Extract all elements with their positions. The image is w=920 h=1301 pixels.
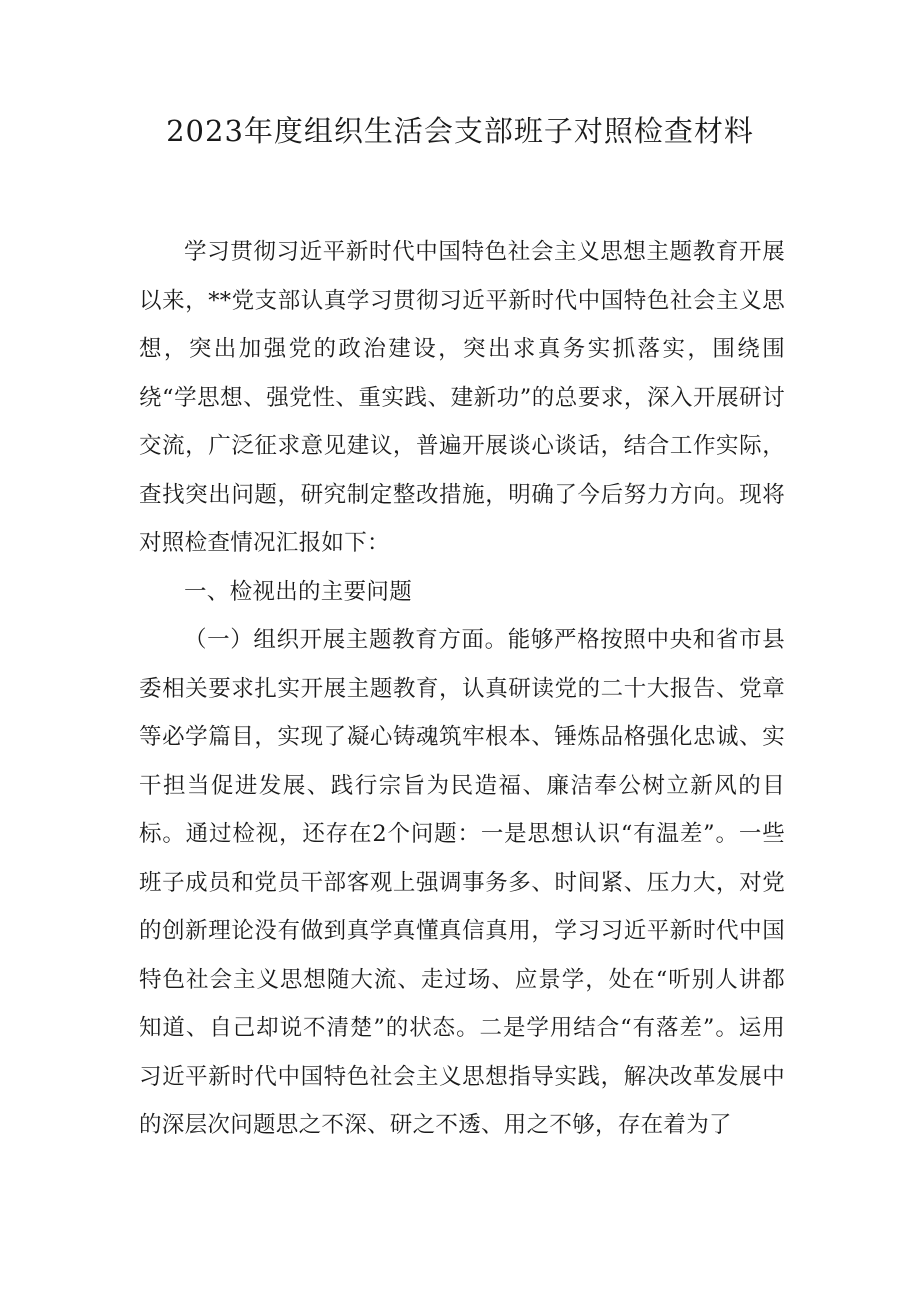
document-title: 2023年度组织生活会支部班子对照检查材料 [166, 114, 754, 148]
section-heading: 一、检视出的主要问题 [184, 578, 413, 605]
section-paragraph: （一）组织开展主题教育方面。能够严格按照中央和省市县委相关要求扎实开展主题教育，认真研读党的二十大报告、党章等必学篇目，实现了凝心铸魂筑牢根本、锤炼品格强化忠诚、实干担当促进发展、践行宗旨为民造福、廉洁奉公树立新风的目标。通过检视，还存在2个问题：一是思想认识“有温差”。一些班子成员和党员干部客观上强调事务多、时间紧、压力大，对党的创新理论没有做到真学真懂真信真用，学习习近平新时代中国特色社会主义思想随大流、走过场、应景学，处在“听别人讲都知道、自己却说不清楚”的状态。二是学用结合“有落差”。运用习近平新时代中国特色社会主义思想指导实践，解决改革发展中的深层次问题思之不深、研之不透、用之不够，存在着为了 [139, 627, 785, 1138]
document-body [139, 228, 785, 1150]
intro-paragraph: 学习贯彻习近平新时代中国特色社会主义思想主题教育开展以来，**党支部认真学习贯彻习近平新时代中国特色社会主义思想，突出加强党的政治建设，突出求真务实抓落实，围绕围绕“学思想、强党性、重实践、建新功”的总要求，深入开展研讨交流，广泛征求意见建议，普遍开展谈心谈话，结合工作实际，查找突出问题，研究制定整改措施，明确了今后努力方向。现将对照检查情况汇报如下： [139, 239, 785, 556]
